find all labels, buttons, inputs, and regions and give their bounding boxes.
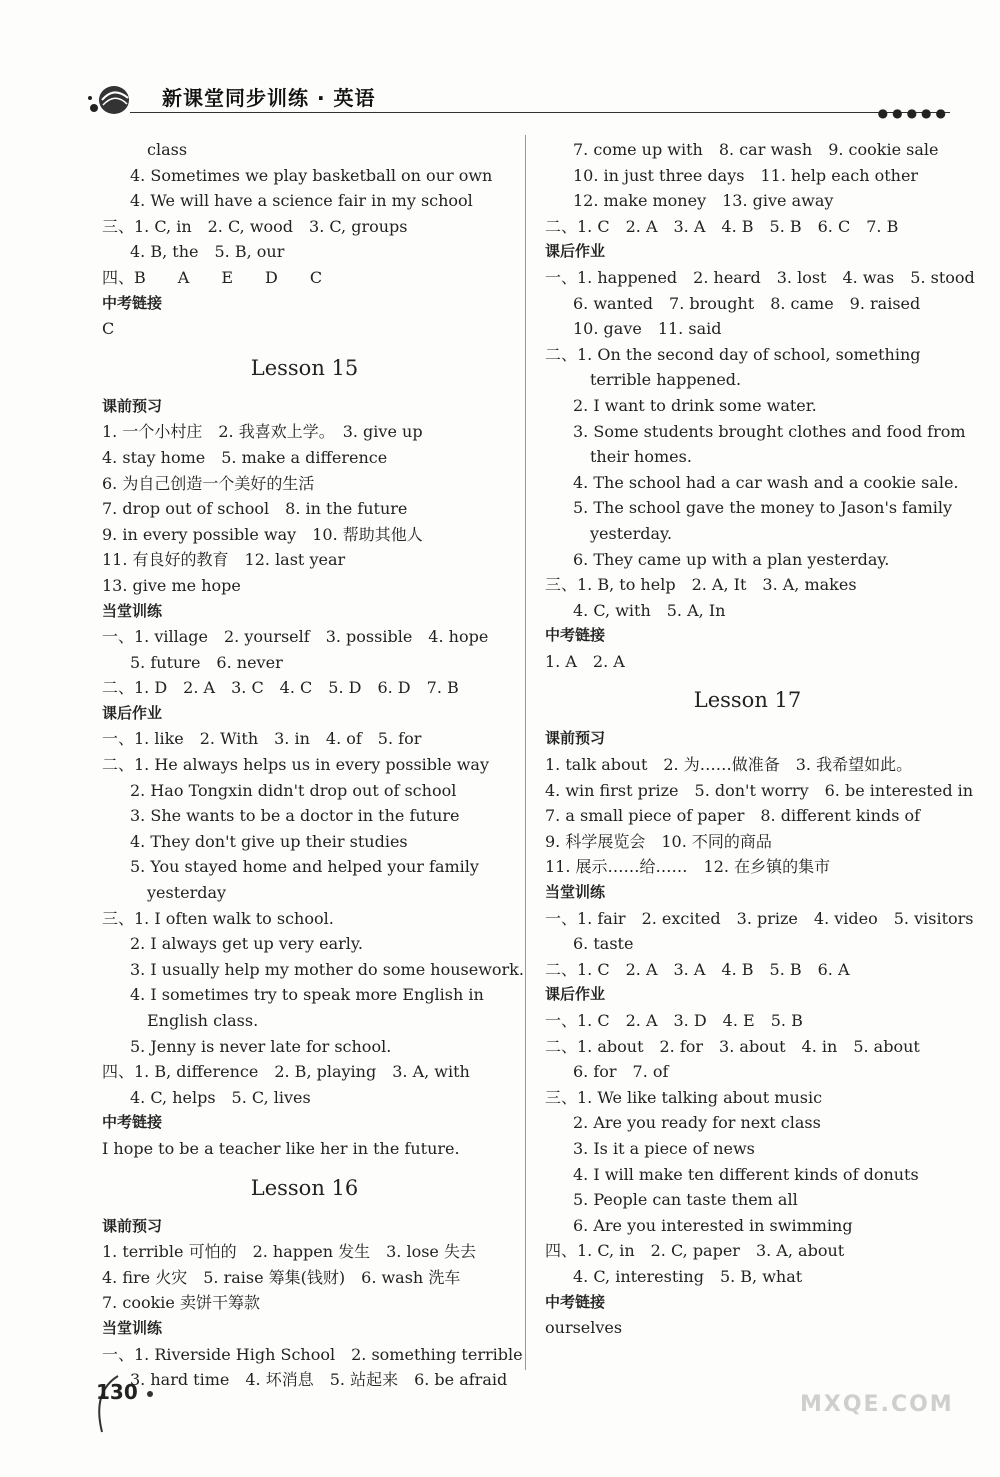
- section-heading: 中考链接: [545, 1292, 606, 1311]
- answer-line: 4. Sometimes we play basketball on our own: [130, 165, 493, 185]
- answer-line: 3. She wants to be a doctor in the future: [130, 806, 460, 826]
- answer-line: 四、1. B, difference 2. B, playing 3. A, with: [102, 1062, 470, 1082]
- section-heading: 中考链接: [102, 293, 163, 312]
- answer-line: 2. Hao Tongxin didn't drop out of school: [130, 780, 457, 800]
- answer-line: 4. B, the 5. B, our: [130, 242, 285, 262]
- section-heading: 课前预习: [102, 396, 163, 415]
- section-heading: 课后作业: [545, 242, 606, 261]
- answer-line: 一、1. fair 2. excited 3. prize 4. video 5. visitors: [545, 908, 974, 928]
- answer-line: 4. I sometimes try to speak more English in: [130, 985, 484, 1005]
- answer-line: their homes.: [590, 447, 692, 467]
- answer-line: 6. 为自己创造一个美好的生活: [102, 473, 315, 493]
- answer-line: 二、1. D 2. A 3. C 4. C 5. D 6. D 7. B: [102, 678, 459, 698]
- left-column: [102, 137, 524, 1393]
- answer-line: 6. They came up with a plan yesterday.: [573, 549, 890, 569]
- answer-line: 12. make money 13. give away: [573, 191, 834, 211]
- answer-line: 7. a small piece of paper 8. different kinds of: [545, 806, 921, 826]
- section-heading: 当堂训练: [102, 601, 163, 620]
- answer-line: 一、1. C 2. A 3. D 4. E 5. B: [545, 1011, 803, 1030]
- answer-line: 2. I want to drink some water.: [573, 395, 817, 415]
- column-divider: [525, 135, 526, 1370]
- section-heading: 课前预习: [102, 1216, 163, 1235]
- answer-line: 2. I always get up very early.: [130, 934, 363, 954]
- answer-line: 3. hard time 4. 坏消息 5. 站起来 6. be afraid: [130, 1370, 508, 1390]
- section-heading: 课后作业: [545, 985, 606, 1004]
- answer-line: 一、1. Riverside High School 2. something terrible: [102, 1344, 523, 1364]
- section-heading: 课后作业: [102, 703, 163, 722]
- section-heading: 中考链接: [545, 626, 606, 645]
- answer-line: 三、1. B, to help 2. A, It 3. A, makes: [545, 575, 857, 595]
- answer-line: 二、1. He always helps us in every possible way: [102, 755, 489, 775]
- answer-line: 二、1. C 2. A 3. A 4. B 5. B 6. A: [545, 959, 850, 979]
- answer-line: 三、1. I often walk to school.: [102, 908, 334, 928]
- answer-line: 二、1. C 2. A 3. A 4. B 5. B 6. C 7. B: [545, 216, 899, 236]
- watermark-logo: MXQE.COM: [800, 1392, 954, 1417]
- answer-line: 11. 有良好的教育 12. last year: [102, 550, 346, 570]
- answer-line: 三、1. C, in 2. C, wood 3. C, groups: [102, 216, 408, 236]
- answer-line: 7. drop out of school 8. in the future: [102, 499, 408, 519]
- answer-line: 一、1. village 2. yourself 3. possible 4. hope: [102, 627, 489, 647]
- answer-line: 9. 科学展览会 10. 不同的商品: [545, 831, 772, 851]
- answer-line: 一、1. happened 2. heard 3. lost 4. was 5. stood: [545, 267, 975, 287]
- answer-line: 4. fire 火灾 5. raise 筹集(钱财) 6. wash 洗车: [102, 1267, 461, 1287]
- answer-line: terrible happened.: [590, 370, 742, 390]
- answer-line: ourselves: [545, 1318, 623, 1338]
- answer-line: 四、B A E D C: [102, 267, 323, 287]
- right-column: [545, 137, 975, 1341]
- answer-line: 4. C, with 5. A, In: [573, 600, 726, 620]
- answer-line: 6. Are you interested in swimming: [573, 1215, 853, 1235]
- section-heading: 中考链接: [102, 1113, 163, 1132]
- header-dots: ●●●●●: [877, 106, 950, 120]
- answer-line: 4. I will make ten different kinds of donuts: [573, 1164, 919, 1184]
- answer-line: 四、1. C, in 2. C, paper 3. A, about: [545, 1241, 845, 1261]
- answer-line: 5. The school gave the money to Jason's family: [573, 498, 953, 518]
- answer-line: yesterday.: [590, 523, 673, 543]
- header-title: 新课堂同步训练 · 英语: [162, 86, 376, 110]
- answer-line: 4. C, interesting 5. B, what: [573, 1266, 803, 1286]
- answer-line: 10. in just three days 11. help each other: [573, 165, 919, 185]
- answer-line: 4. We will have a science fair in my school: [130, 191, 473, 211]
- answer-line: 4. They don't give up their studies: [130, 831, 408, 851]
- section-heading: 当堂训练: [545, 883, 606, 902]
- answer-line: C: [102, 319, 115, 339]
- section-heading: 课前预习: [545, 729, 606, 748]
- answer-line: 4. The school had a car wash and a cookie sale.: [573, 472, 959, 492]
- section-heading: 当堂训练: [102, 1318, 163, 1337]
- answer-line: 7. come up with 8. car wash 9. cookie sale: [573, 140, 939, 159]
- answer-line: 7. cookie 卖饼干筹款: [102, 1293, 260, 1313]
- answer-line: 5. future 6. never: [130, 652, 283, 672]
- book-logo-icon: [86, 78, 130, 118]
- answer-line: 4. win first prize 5. don't worry 6. be interested in: [545, 780, 974, 800]
- answer-line: 3. Some students brought clothes and food from: [573, 421, 966, 441]
- answer-line: class: [147, 140, 188, 159]
- answer-line: 6. for 7. of: [573, 1062, 669, 1082]
- answer-line: 1. A 2. A: [545, 651, 625, 671]
- answer-line: 1. 一个小村庄 2. 我喜欢上学。 3. give up: [102, 422, 423, 442]
- answer-line: yesterday: [147, 883, 227, 903]
- page-number: 130: [96, 1380, 138, 1404]
- answer-line: English class.: [147, 1011, 259, 1030]
- answer-line: 1. terrible 可怕的 2. happen 发生 3. lose 失去: [102, 1242, 476, 1262]
- lesson-title: Lesson 17: [693, 688, 802, 713]
- answer-line: 5. People can taste them all: [573, 1190, 798, 1210]
- answer-line: 二、1. On the second day of school, something: [545, 344, 921, 364]
- answer-line: 5. Jenny is never late for school.: [130, 1036, 392, 1056]
- lesson-title: Lesson 15: [250, 355, 359, 380]
- answer-line: 4. C, helps 5. C, lives: [130, 1087, 311, 1107]
- header-rule: [130, 112, 950, 113]
- answer-line: 5. You stayed home and helped your family: [130, 857, 479, 877]
- page-header: [80, 72, 950, 122]
- answer-line: 3. Is it a piece of news: [573, 1138, 755, 1158]
- answer-line: 三、1. We like talking about music: [545, 1087, 823, 1107]
- answer-line: 1. talk about 2. 为……做准备 3. 我希望如此。: [545, 755, 913, 775]
- answer-line: 二、1. about 2. for 3. about 4. in 5. about: [545, 1036, 920, 1056]
- answer-line: 6. wanted 7. brought 8. came 9. raised: [573, 293, 921, 313]
- answer-line: 2. Are you ready for next class: [573, 1113, 821, 1133]
- answer-line: 13. give me hope: [102, 575, 241, 595]
- answer-line: 9. in every possible way 10. 帮助其他人: [102, 524, 423, 544]
- answer-line: 4. stay home 5. make a difference: [102, 447, 388, 467]
- answer-line: 3. I usually help my mother do some housework.: [130, 959, 524, 979]
- answer-line: 11. 展示……给…… 12. 在乡镇的集市: [545, 857, 831, 877]
- lesson-title: Lesson 16: [250, 1175, 359, 1200]
- answer-line: I hope to be a teacher like her in the future.: [102, 1138, 460, 1158]
- answer-line: 一、1. like 2. With 3. in 4. of 5. for: [102, 729, 422, 749]
- answer-line: 6. taste: [573, 934, 634, 954]
- answer-line: 10. gave 11. said: [573, 319, 722, 339]
